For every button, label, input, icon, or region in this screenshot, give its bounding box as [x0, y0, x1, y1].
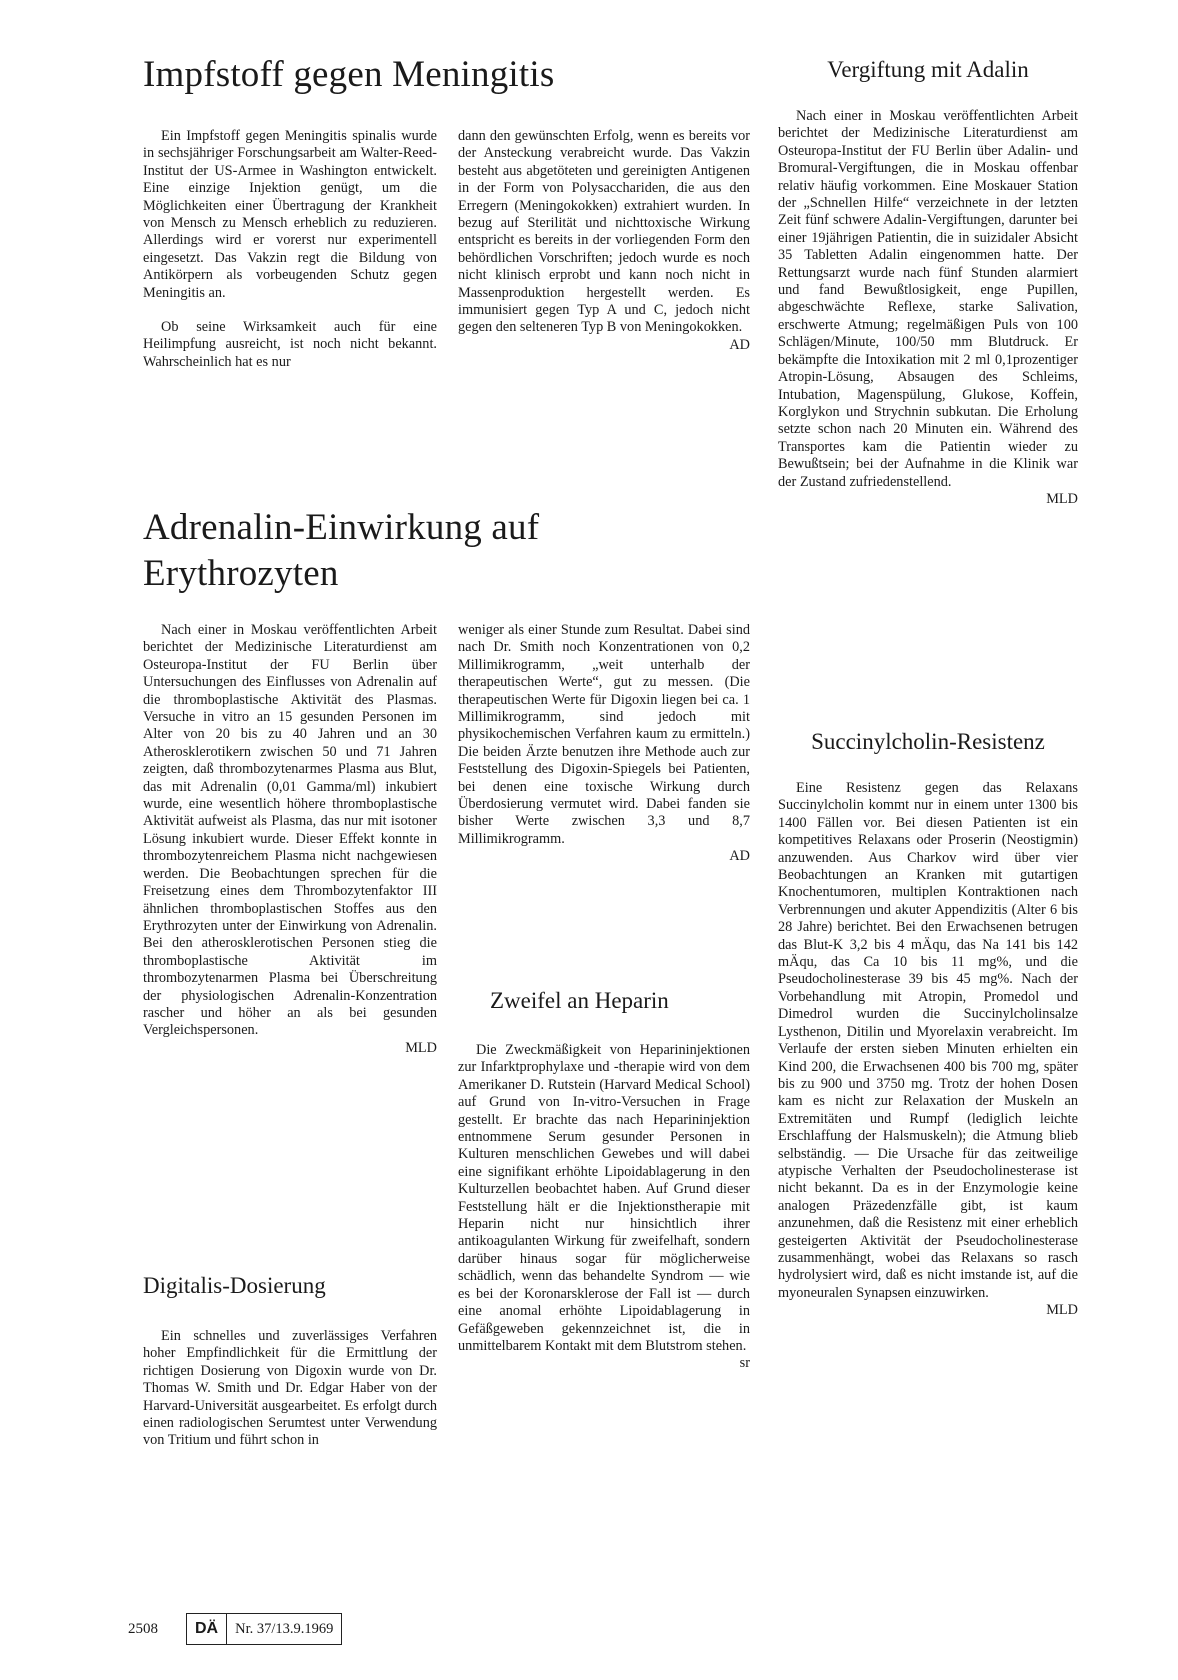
author-signature: MLD [1046, 1302, 1078, 1319]
article-title-digitalis: Digitalis-Dosierung [143, 1273, 326, 1298]
article-title-impfstoff: Impfstoff gegen Meningitis [143, 54, 555, 95]
paragraph: Die Zweckmäßigkeit von Heparininjektionen zur Infarktprophylaxe und -therapie wird von dem Amerikaner D. Rutstein (Harvard Medical School) auf Grund von In-vitro-Versuchen in Frage gestellt. Er brachte das nach Heparininjektion entnommene Serum gesunder Personen in Kulturen menschlichen Gewebes und will dabei eine signifikant erhöhte Lipoidablagerung in den Kulturzellen beobachtet haben. Auf Grund dieser Feststellung hält er die Injektionstherapie mit Heparin nicht nur hinsichtlich ihrer antikoagulanten Wirkung für zweifelhaft, sondern darüber hinaus sogar für möglicherweise schädlich, wenn das behandelte Syndrom — wie es bei der Koronarsklerose der Fall ist — durch eine anomal erhöhte Lipoidablagerung in Gefäßgeweben gekennzeichnet ist, die in unmittelbarem Kontakt mit dem Blutstrom stehen. [458, 1042, 750, 1354]
article-impfstoff-column-2 [458, 128, 750, 354]
journal-issue-box [186, 1613, 342, 1645]
page-number: 2508 [128, 1621, 158, 1637]
paragraph: dann den gewünschten Erfolg, wenn es bereits vor der Ansteckung verabreicht wurde. Das Vakzin besteht aus abgetöteten und gereinigten Antigenen in der Form von Polysacchariden, die aus den Erregern (Meningokokken) extrahiert wurden. In bezug auf Sterilität und nichttoxische Wirkung entspricht es bereits in der vorliegenden Form den behördlichen Vorschriften; jedoch wurde es noch nicht klinisch erprobt und kann noch nicht in Massenproduktion hergestellt werden. Es immunisiert gegen Typ A und C, jedoch nicht gegen den selteneren Typ B von Meningokokken. [458, 128, 750, 336]
paragraph: Ein schnelles und zuverlässiges Verfahren hoher Empfindlichkeit für die Ermittlung der richtigen Dosierung von Digoxin wurde von Dr. Thomas W. Smith und Dr. Edgar Haber von der Harvard-Universität ausgearbeitet. Es erfolgt durch einen radiologischen Serumtest unter Verwendung von Tritium und führt schon in [143, 1328, 437, 1449]
paragraph: Ob seine Wirksamkeit auch für eine Heilimpfung ausreicht, ist noch nicht bekannt. Wahrscheinlich hat es nur [143, 319, 437, 370]
article-title-adalin: Vergiftung mit Adalin [827, 57, 1029, 82]
article-title-succinylcholin: Succinylcholin-Resistenz [811, 729, 1045, 754]
article-adrenalin-body [143, 622, 437, 1057]
article-title-heparin: Zweifel an Heparin [490, 988, 669, 1013]
article-heparin-body [458, 1042, 750, 1373]
paragraph: Nach einer in Moskau veröffentlichten Arbeit berichtet der Medizinische Literaturdienst am Osteuropa-Institut der FU Berlin über Untersuchungen des Einflusses von Adrenalin auf die thromboplastische Aktivität des Plasmas. Versuche in vitro an 15 gesunden Personen im Alter von 20 bis zu 40 Jahren und an 30 Atherosklerotikern zwischen 50 und 71 Jahren zeigten, daß thrombozytenarmes Plasma aus Blut, das mit Adrenalin (0,01 Gamma/ml) inkubiert wurde, eine wesentlich höhere thromboplastische Aktivität aufweist als Plasma, das nur mit isotoner Lösung inkubiert wurde. Dieser Effekt konnte in thrombozytenreichem Plasma nicht nachgewiesen werden. Die Beobachtungen sprechen für die Freisetzung eines dem Thrombozytenfaktor III ähnlichen thromboplastischen Stoffes aus den Erythrozyten unter der Einwirkung von Adrenalin. Bei den atherosklerotischen Personen stieg die thromboplastische Aktivität im thrombozytenarmen Plasma bei Überschreitung der physiologischen Adrenalin-Konzentration rascher und höher an als bei gesunden Vergleichspersonen. [143, 622, 437, 1039]
author-signature: AD [729, 336, 750, 353]
paragraph: weniger als einer Stunde zum Resultat. Dabei sind nach Dr. Smith noch Konzentrationen von 0,2 Millimikrogramm, „weit unterhalb der therapeutischen Werte“, gut zu messen. (Die therapeutischen Werte für Digoxin liegen bei ca. 1 Millimikrogramm, sind jedoch mit physikochemischen Verfahren kaum zu ermitteln.) Die beiden Ärzte benutzen ihre Methode auch zur Feststellung des Digoxin-Spiegels bei Patienten, bei denen eine toxische Wirkung durch Überdosierung vermutet wird. Dabei fanden sie bisher Werte zwischen 3,3 und 8,7 Millimikrogramm. [458, 622, 750, 847]
article-digitalis-column-1 [143, 1328, 437, 1450]
paragraph: Nach einer in Moskau veröffentlichten Arbeit berichtet der Medizinische Literaturdienst am Osteuropa-Institut der FU Berlin über Adalin- und Bromural-Vergiftungen, die in Moskau offenbar relativ häufig vorkommen. Eine Moskauer Station der „Schnellen Hilfe“ verzeichnete in der letzten Zeit fünf schwere Adalin-Vergiftungen, darunter bei einer 19jährigen Patientin, die in suizidaler Absicht 35 Tabletten Adalin eingenommen hatte. Der Rettungsarzt wurde nach fünf Stunden alarmiert und fand Bewußtlosigkeit, enge Pupillen, abgeschwächte Reflexe, starke Salivation, erschwerte Atmung; regelmäßigen Puls von 100 Schlägen/Minute, 100/50 mm Blutdruck. Er bekämpfte die Intoxikation mit 2 ml 0,1prozentiger Atropin-Lösung, Absaugen des Schleims, Intubation, Magenspülung, Glukose, Koffein, Korglykon und Strychnin subkutan. Die Erholung setzte schon nach 20 Minuten ein. Während des Transportes kam die Patientin wieder zu Bewußtsein; bei der Aufnahme in die Klinik war der Zustand zufriedenstellend. [778, 108, 1078, 490]
article-digitalis-column-2 [458, 622, 750, 866]
author-signature: sr [739, 1355, 750, 1372]
article-impfstoff-column-1 [143, 128, 437, 371]
author-signature: MLD [1046, 490, 1078, 507]
paragraph: Ein Impfstoff gegen Meningitis spinalis wurde in sechsjähriger Forschungsarbeit am Walter-Reed-Institut der US-Armee in Washington entwickelt. Eine einzige Injektion genügt, um die Möglichkeiten einer Übertragung der Krankheit von Mensch zu Mensch erheblich zu reduzieren. Allerdings wird er vorerst nur experimentell eingesetzt. Das Vakzin regt die Bildung von Antikörpern als vorbeugenden Schutz gegen Meningitis an. [143, 128, 437, 301]
author-signature: AD [729, 848, 750, 865]
journal-logo: DÄ [187, 1614, 227, 1644]
author-signature: MLD [405, 1039, 437, 1056]
paragraph: Eine Resistenz gegen das Relaxans Succinylcholin kommt nur in einem unter 1300 bis 1400 Fällen vor. Bei diesen Patienten ist ein kompetitives Relaxans oder Proserin (Neostigmin) anzuwenden. Aus Charkov wird über vier Beobachtungen an Kranken mit gutartigen Knochentumoren, multiplen Kontraktionen nach Verbrennungen und akuter Appendizitis (Alter 6 bis 28 Jahre) berichtet. Bei den Erwachsenen betrugen das Blut-K 3,2 bis 4 mÄqu, das Na 141 bis 142 mÄqu, das Ca 10 bis 11 mg%, und die Pseudocholinesterase 39 bis 45 mg%. Nach der Vorbehandlung mit Atropin, Promedol und Dimedrol wurden die Succinylcholinsalze Lysthenon, Ditilin und Myorelaxin verabreicht. Im Verlaufe der ersten sieben Minuten erhielten ein Kind 200, die Erwachsenen 400 bis 700 mg, später bis zu 900 und 3750 mg. Trotz der hohen Dosen kam es nicht zur Relaxation der Muskeln an Extremitäten und Rumpf (lediglich leichte Erschlaffung der Halsmuskeln); die Atmung blieb selbständig. — Die Ursache für das zeitweilige atypische Verhalten der Pseudocholinesterase ist nicht bekannt. Da es in der Enzymologie keine analogen Präzedenzfälle gibt, ist kaum anzunehmen, daß die Resistenz mit einer erheblich gesteigerten Aktivität der Pseudocholinesterase zusammenhängt, wobei das Relaxans so rasch hydrolysiert wird, daß es nicht imstande ist, auf die myoneuralen Synapsen einzuwirken. [778, 780, 1078, 1301]
article-adalin-body [778, 108, 1078, 508]
article-title-adrenalin: Adrenalin-Einwirkung auf Erythrozyten [143, 507, 540, 594]
issue-date: Nr. 37/13.9.1969 [235, 1620, 334, 1637]
article-succinylcholin-body [778, 780, 1078, 1320]
